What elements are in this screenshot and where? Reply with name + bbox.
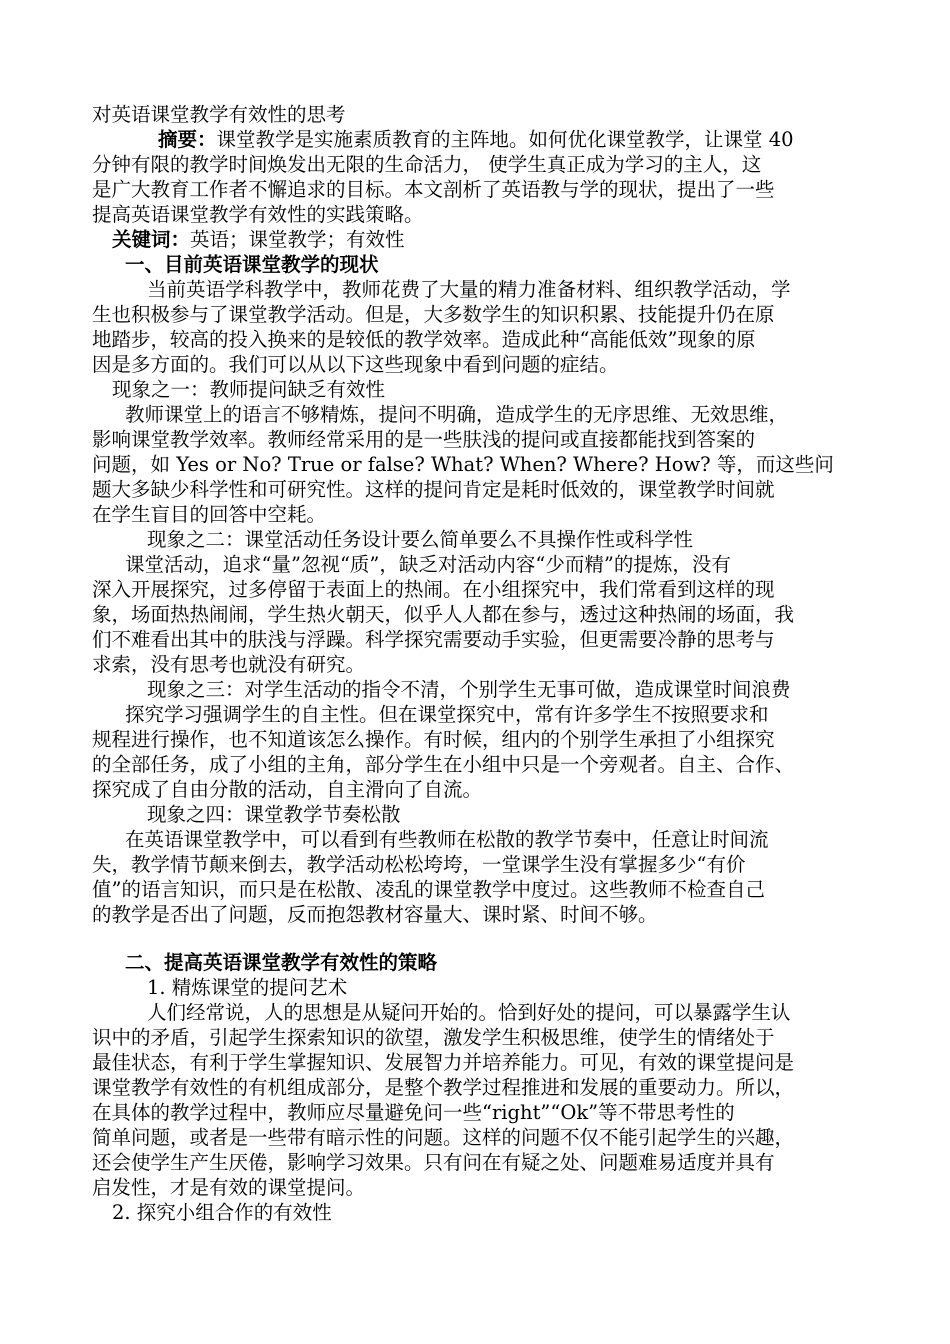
phenomenon-1-line: 题大多缺少科学性和可研究性。这样的提问肯定是耗时低效的，课堂教学时间就 bbox=[92, 478, 775, 501]
abstract-line-3: 是广大教育工作者不懈追求的目标。本文剖析了英语教与学的现状，提出了一些 bbox=[92, 178, 775, 201]
phenomenon-1-line: 在学生盲目的回答中空耗。 bbox=[92, 503, 327, 526]
phenomenon-1-line: 影响课堂教学效率。教师经常采用的是一些肤浅的提问或直接都能找到答案的 bbox=[92, 428, 756, 451]
phenomenon-3-line: 规程进行操作，也不知道该怎么操作。有时候，组内的个别学生承担了小组探究 bbox=[92, 728, 775, 751]
phenomenon-1-line: 教师课堂上的语言不够精炼，提问不明确，造成学生的无序思维、无效思维， bbox=[125, 403, 789, 426]
keywords-label: 关键词： bbox=[112, 228, 191, 251]
phenomenon-3-line: 探究成了自由分散的活动，自主滑向了自流。 bbox=[92, 778, 483, 801]
strategy-1-line: 最佳状态，有利于学生掌握知识、发展智力并培养能力。可见，有效的课堂提问是 bbox=[92, 1051, 795, 1074]
phenomenon-3-heading: 现象之三：对学生活动的指令不清，个别学生无事可做，造成课堂时间浪费 bbox=[147, 678, 791, 701]
phenomenon-2-line: 求索，没有思考也就没有研究。 bbox=[92, 653, 366, 676]
strategy-2-heading: 2. 探究小组合作的有效性 bbox=[112, 1201, 332, 1224]
phenomenon-3-line: 的全部任务，成了小组的主角，部分学生在小组中只是一个旁观者。自主、合作、 bbox=[92, 753, 795, 776]
phenomenon-4-line: 在英语课堂教学中，可以看到有些教师在松散的教学节奏中，任意让时间流 bbox=[125, 828, 769, 851]
strategy-1-line: 课堂教学有效性的有机组成部分，是整个教学过程推进和发展的重要动力。所以， bbox=[92, 1076, 795, 1099]
phenomenon-1-line: 问题，如 Yes or No? True or false? What? When? Where? How? 等，而这些问 bbox=[92, 453, 834, 476]
phenomenon-4-line: 失，教学情节颠来倒去，教学活动松松垮垮，一堂课学生没有掌握多少“有价 bbox=[92, 853, 746, 876]
section-2-heading: 二、提高英语课堂教学有效性的策略 bbox=[125, 951, 438, 974]
strategy-1-line: 人们经常说，人的思想是从疑问开始的。恰到好处的提问，可以暴露学生认 bbox=[147, 1001, 791, 1024]
document-title: 对英语课堂教学有效性的思考 bbox=[92, 103, 346, 126]
phenomenon-2-line: 们不难看出其中的肤浅与浮躁。科学探究需要动手实验，但更需要冷静的思考与 bbox=[92, 628, 775, 651]
strategy-1-line: 识中的矛盾，引起学生探索知识的欲望，激发学生积极思维，使学生的情绪处于 bbox=[92, 1026, 775, 1049]
keywords-text: 英语；课堂教学；有效性 bbox=[190, 228, 405, 251]
section-1-intro-line: 生也积极参与了课堂教学活动。但是，大多数学生的知识积累、技能提升仍在原 bbox=[92, 303, 775, 326]
keywords-line bbox=[112, 227, 892, 252]
phenomenon-2-line: 深入开展探究，过多停留于表面上的热闹。在小组探究中，我们常看到这样的现 bbox=[92, 578, 775, 601]
section-1-intro-line: 地踏步，较高的投入换来的是较低的教学效率。造成此种“高能低效”现象的原 bbox=[92, 328, 756, 351]
phenomenon-2-line: 课堂活动，追求“量”忽视“质”，缺乏对活动内容“少而精”的提炼，没有 bbox=[125, 553, 731, 576]
phenomenon-2-heading: 现象之二：课堂活动任务设计要么简单要么不具操作性或科学性 bbox=[147, 528, 694, 551]
section-1-heading: 一、目前英语课堂教学的现状 bbox=[125, 253, 379, 276]
phenomenon-1-heading: 现象之一：教师提问缺乏有效性 bbox=[112, 378, 386, 401]
strategy-1-heading: 1. 精炼课堂的提问艺术 bbox=[147, 976, 348, 999]
strategy-1-line: 简单问题，或者是一些带有暗示性的问题。这样的问题不仅不能引起学生的兴趣， bbox=[92, 1126, 795, 1149]
abstract-line-4: 提高英语课堂教学有效性的实践策略。 bbox=[92, 203, 424, 226]
strategy-1-line: 还会使学生产生厌倦，影响学习效果。只有问在有疑之处、问题难易适度并具有 bbox=[92, 1151, 775, 1174]
abstract-label: 摘要： bbox=[158, 128, 217, 151]
section-1-intro-line: 因是多方面的。我们可以从以下这些现象中看到问题的症结。 bbox=[92, 353, 619, 376]
abstract-line-2: 分钟有限的教学时间焕发出无限的生命活力， 使学生真正成为学习的主人，这 bbox=[92, 153, 762, 176]
phenomenon-4-heading: 现象之四：课堂教学节奏松散 bbox=[147, 803, 401, 826]
phenomenon-4-line: 值”的语言知识，而只是在松散、凌乱的课堂教学中度过。这些教师不检查自己 bbox=[92, 878, 765, 901]
abstract-line-1 bbox=[158, 127, 938, 152]
abstract-text: 课堂教学是实施素质教育的主阵地。如何优化课堂教学，让课堂 40 bbox=[216, 128, 794, 151]
section-1-intro-line: 当前英语学科教学中，教师花费了大量的精力准备材料、组织教学活动，学 bbox=[147, 278, 791, 301]
strategy-1-line: 启发性，才是有效的课堂提问。 bbox=[92, 1176, 366, 1199]
strategy-1-line: 在具体的教学过程中，教师应尽量避免问一些“right”“Ok”等不带思考性的 bbox=[92, 1101, 735, 1124]
phenomenon-4-line: 的教学是否出了问题，反而抱怨教材容量大、课时紧、时间不够。 bbox=[92, 903, 658, 926]
phenomenon-2-line: 象，场面热热闹闹，学生热火朝天，似乎人人都在参与，透过这种热闹的场面，我 bbox=[92, 603, 795, 626]
phenomenon-3-line: 探究学习强调学生的自主性。但在课堂探究中，常有许多学生不按照要求和 bbox=[125, 703, 769, 726]
